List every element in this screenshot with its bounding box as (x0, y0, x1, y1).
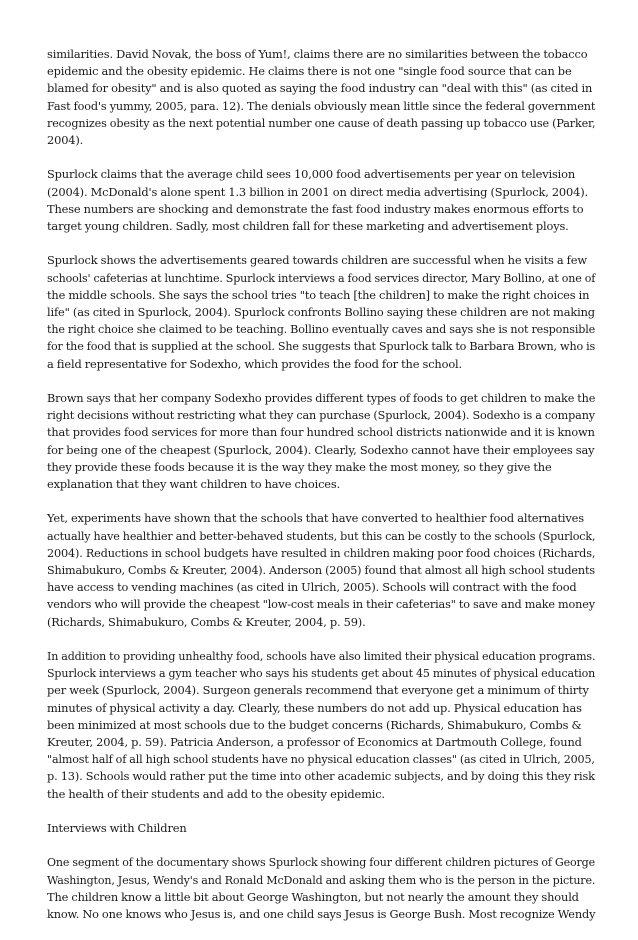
text-line: epidemic and the obesity epidemic. He claims there is not one "single food source that can be (47, 64, 572, 79)
text-line: Spurlock shows the advertisements geared towards children are successful when he visits a few (47, 253, 587, 268)
text-line: Yet, experiments have shown that the schools that have converted to healthier food alternatives (47, 511, 584, 526)
text-line: per week (Spurlock, 2004). Surgeon generals recommend that everyone get a minimum of thirty (47, 683, 589, 698)
text-line: In addition to providing unhealthy food, schools have also limited their physical education programs. (47, 649, 596, 664)
text-line: p. 13). Schools would rather put the time into other academic subjects, and by doing this they risk (47, 769, 595, 784)
text-line: the middle schools. She says the school tries "to teach [the children] to make the right choices in (47, 287, 590, 302)
text-line: they provide these foods because it is the way they make the most money, so they give the (47, 459, 552, 474)
paragraph (47, 390, 595, 493)
text-line: vendors who will provide the cheapest "low-cost meals in their cafeterias" to save and make money (47, 597, 595, 612)
text-line: (Richards, Shimabukuro, Combs & Kreuter, 2004, p. 59). (47, 614, 366, 629)
text-line: minutes of physical activity a day. Clearly, these numbers do not add up. Physical education has (47, 700, 582, 715)
paragraph (47, 46, 595, 149)
text-line: actually have healthier and better-behaved students, but this can be costly to the schools (Spurlock, (47, 528, 596, 543)
text-line: "almost half of all high school students have no physical education classes" (as cited in Ulrich, 2005, (47, 752, 595, 767)
text-line: Interviews with Children (47, 821, 187, 836)
text-line: schools' cafeterias at lunchtime. Spurlock interviews a food services director, Mary Bollino, at one of (47, 270, 596, 285)
paragraph (47, 854, 595, 923)
text-line: the right choice she claimed to be teaching. Bollino eventually caves and says she is not responsible (47, 322, 596, 337)
text-line: for being one of the cheapest (Spurlock, 2004). Clearly, Sodexho cannot have their employees say (47, 442, 595, 457)
text-line: The children know a little bit about George Washington, but not nearly the amount they should (47, 889, 579, 904)
text-line: life" (as cited in Spurlock, 2004). Spurlock confronts Bollino saying these children are not making (47, 305, 595, 320)
text-line: recognizes obesity as the next potential number one cause of death passing up tobacco use (Parker, (47, 115, 596, 130)
text-line: Fast food's yummy, 2005, para. 12). The denials obviously mean little since the federal government (47, 98, 596, 113)
paragraph (47, 252, 595, 372)
text-line: Shimabukuro, Combs & Kreuter, 2004). Anderson (2005) found that almost all high school students (47, 563, 595, 578)
document-body (47, 46, 595, 940)
text-line: Spurlock interviews a gym teacher who says his students get about 45 minutes of physical education (47, 666, 596, 681)
section-heading (47, 820, 595, 837)
text-line: target young children. Sadly, most children fall for these marketing and advertisement ploys. (47, 219, 569, 234)
text-line: know. No one knows who Jesus is, and one child says Jesus is George Bush. Most recognize Wendy (47, 907, 596, 922)
text-line: Kreuter, 2004, p. 59). Patricia Anderson, a professor of Economics at Dartmouth College, found (47, 735, 582, 750)
paragraph (47, 510, 595, 630)
text-line: Washington, Jesus, Wendy's and Ronald McDonald and asking them who is the person in the picture. (47, 872, 596, 887)
text-line: a field representative for Sodexho, which provides the food for the school. (47, 356, 462, 371)
text-line: blamed for obesity" and is also quoted as saying the food industry can "deal with this" (as cited in (47, 81, 593, 96)
text-line: for the food that is supplied at the school. She suggests that Spurlock talk to Barbara Brown, who is (47, 339, 596, 354)
text-line: explanation that they want children to have choices. (47, 477, 341, 492)
text-line: 2004). Reductions in school budgets have resulted in children making poor food choices (Richards, (47, 545, 596, 560)
text-line: been minimized at most schools due to the budget concerns (Richards, Shimabukuro, Combs & (47, 717, 582, 732)
text-line: similarities. David Novak, the boss of Yum!, claims there are no similarities between the tobacco (47, 47, 588, 61)
paragraph (47, 166, 595, 235)
text-line: Brown says that her company Sodexho provides different types of foods to get children to make the (47, 391, 596, 406)
text-line: that provides food services for more than four hundred school districts nationwide and it is known (47, 425, 595, 440)
text-line: One segment of the documentary shows Spurlock showing four different children pictures of George (47, 855, 595, 870)
text-line: have access to vending machines (as cited in Ulrich, 2005). Schools will contract with the food (47, 580, 577, 595)
text-line: Spurlock claims that the average child sees 10,000 food advertisements per year on television (47, 167, 576, 182)
text-line: These numbers are shocking and demonstrate the fast food industry makes enormous efforts to (47, 201, 584, 216)
text-line: (2004). McDonald's alone spent 1.3 billion in 2001 on direct media advertising (Spurlock, 2004). (47, 184, 588, 199)
text-line: 2004). (47, 133, 84, 148)
text-line: right decisions without restricting what they can purchase (Spurlock, 2004). Sodexho is a company (47, 408, 595, 423)
text-line: the health of their students and add to the obesity epidemic. (47, 786, 385, 801)
paragraph (47, 648, 595, 803)
